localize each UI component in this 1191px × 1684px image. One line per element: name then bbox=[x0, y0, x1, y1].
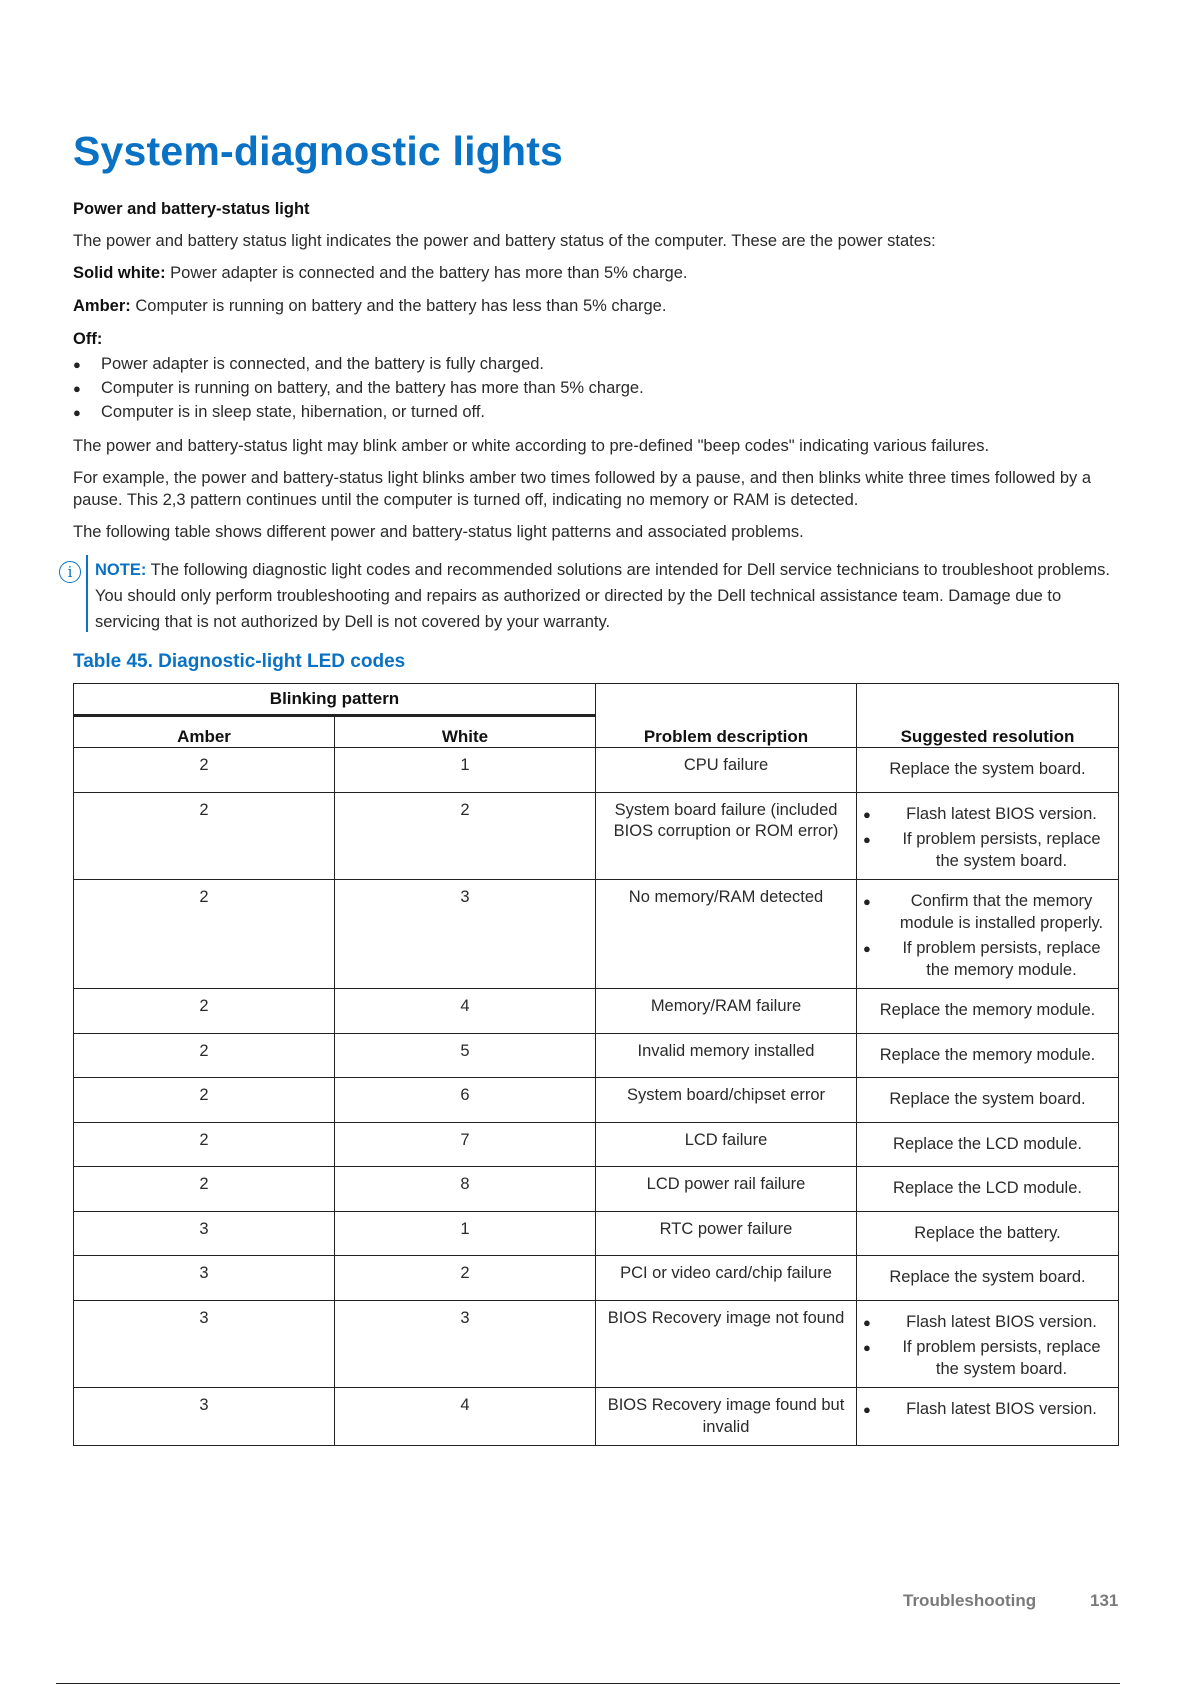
cell-resolution bbox=[857, 792, 1119, 880]
cell-amber: 2 bbox=[74, 989, 335, 1034]
header-blinking-pattern: Blinking pattern bbox=[74, 684, 596, 716]
table-row bbox=[74, 1078, 1119, 1123]
resolution-text: Replace the system board. bbox=[889, 1268, 1086, 1286]
cell-white: 1 bbox=[335, 748, 596, 793]
cell-problem: LCD power rail failure bbox=[596, 1167, 857, 1212]
table-row bbox=[74, 1122, 1119, 1167]
cell-amber: 2 bbox=[74, 1078, 335, 1123]
cell-amber: 3 bbox=[74, 1211, 335, 1256]
table-body bbox=[74, 748, 1119, 1446]
cell-resolution bbox=[857, 1122, 1119, 1167]
cell-white: 7 bbox=[335, 1122, 596, 1167]
cell-amber: 3 bbox=[74, 1256, 335, 1301]
resolution-text: Replace the battery. bbox=[914, 1223, 1061, 1242]
cell-white: 4 bbox=[335, 989, 596, 1034]
header-problem-description: Problem description bbox=[596, 684, 857, 748]
header-white: White bbox=[335, 716, 596, 748]
cell-problem: Invalid memory installed bbox=[596, 1033, 857, 1078]
cell-amber: 3 bbox=[74, 1300, 335, 1388]
resolution-text: Replace the system board. bbox=[889, 760, 1086, 778]
header-suggested-resolution: Suggested resolution bbox=[857, 684, 1119, 748]
header-amber: Amber bbox=[74, 716, 335, 748]
cell-resolution bbox=[857, 1300, 1119, 1388]
resolution-text: Replace the system board. bbox=[889, 1090, 1086, 1108]
cell-resolution bbox=[857, 748, 1119, 793]
state-solid-white bbox=[73, 263, 1119, 285]
table-row bbox=[74, 1300, 1119, 1388]
cell-white: 3 bbox=[335, 880, 596, 989]
blink-paragraph: The power and battery-status light may blink amber or white according to pre-defined "beep codes" indicating various failures. bbox=[73, 437, 990, 455]
info-icon: i bbox=[59, 561, 81, 583]
example-paragraph: For example, the power and battery-status light blinks amber two times followed by a pause, and then blinks white three times followed by a pause. This 2,3 pattern continues until the computer is turned off, indicating no memory or RAM is detected. bbox=[73, 469, 1092, 509]
table-row bbox=[74, 1256, 1119, 1301]
resolution-list bbox=[863, 1312, 1112, 1381]
cell-problem: System board failure (included BIOS corruption or ROM error) bbox=[596, 792, 857, 880]
list-item: ● Computer is in sleep state, hibernation, or turned off. bbox=[73, 402, 1119, 426]
cell-problem: System board/chipset error bbox=[596, 1078, 857, 1123]
cell-resolution bbox=[857, 1167, 1119, 1212]
cell-white: 8 bbox=[335, 1167, 596, 1212]
state-text: Computer is running on battery and the battery has less than 5% charge. bbox=[130, 297, 667, 315]
note-body: The following diagnostic light codes and recommended solutions are intended for Dell service technicians to troubleshoot problems. You should only perform troubleshooting and repairs as authorized or directed by the Dell technical assistance team. Damage due to servicing that is not authorized by Dell is not covered by your warranty. bbox=[95, 561, 1110, 631]
cell-amber: 2 bbox=[74, 748, 335, 793]
cell-amber: 2 bbox=[74, 1167, 335, 1212]
state-text: Power adapter is connected and the battery has more than 5% charge. bbox=[165, 264, 688, 282]
resolution-list bbox=[863, 804, 1112, 873]
cell-problem: RTC power failure bbox=[596, 1211, 857, 1256]
cell-white: 1 bbox=[335, 1211, 596, 1256]
off-bullet-list bbox=[73, 354, 1119, 426]
table-row bbox=[74, 792, 1119, 880]
table-row bbox=[74, 1211, 1119, 1256]
cell-problem: LCD failure bbox=[596, 1122, 857, 1167]
cell-problem: No memory/RAM detected bbox=[596, 880, 857, 989]
intro-paragraph: The power and battery status light indicates the power and battery status of the computer. These are the power states: bbox=[73, 232, 936, 250]
cell-amber: 2 bbox=[74, 1033, 335, 1078]
footer-section-name: Troubleshooting bbox=[903, 1591, 1037, 1610]
cell-amber: 2 bbox=[74, 792, 335, 880]
cell-white: 5 bbox=[335, 1033, 596, 1078]
list-item: ● If problem persists, replace the system board. bbox=[863, 1337, 1112, 1380]
note-text bbox=[95, 557, 1115, 635]
resolution-text: Replace the memory module. bbox=[879, 1045, 1096, 1064]
table-row bbox=[74, 989, 1119, 1034]
state-label: Amber: bbox=[73, 297, 131, 315]
cell-resolution bbox=[857, 1388, 1119, 1446]
list-item: ● If problem persists, replace the memory module. bbox=[863, 938, 1112, 981]
cell-amber: 2 bbox=[74, 1122, 335, 1167]
cell-problem: PCI or video card/chip failure bbox=[596, 1256, 857, 1301]
cell-problem: BIOS Recovery image not found bbox=[596, 1300, 857, 1388]
cell-white: 4 bbox=[335, 1388, 596, 1446]
cell-problem: BIOS Recovery image found but invalid bbox=[596, 1388, 857, 1446]
list-item: ● If problem persists, replace the system board. bbox=[863, 829, 1112, 872]
state-label: Solid white: bbox=[73, 264, 166, 282]
resolution-text: Replace the memory module. bbox=[879, 1001, 1096, 1019]
note-label: NOTE: bbox=[95, 561, 147, 579]
cell-resolution bbox=[857, 1033, 1119, 1078]
table-row bbox=[74, 748, 1119, 793]
table-row bbox=[74, 1167, 1119, 1212]
cell-white: 6 bbox=[335, 1078, 596, 1123]
cell-white: 2 bbox=[335, 792, 596, 880]
note-divider bbox=[86, 555, 88, 632]
list-item: ● Flash latest BIOS version. bbox=[863, 1312, 1112, 1334]
cell-resolution bbox=[857, 1211, 1119, 1256]
cell-resolution bbox=[857, 880, 1119, 989]
cell-amber: 3 bbox=[74, 1388, 335, 1446]
table-row bbox=[74, 1033, 1119, 1078]
resolution-list bbox=[863, 891, 1112, 981]
list-item: ● Flash latest BIOS version. bbox=[863, 1399, 1112, 1421]
cell-amber: 2 bbox=[74, 880, 335, 989]
resolution-text: Replace the LCD module. bbox=[893, 1179, 1082, 1197]
state-off bbox=[73, 329, 1119, 351]
table-row bbox=[74, 880, 1119, 989]
cell-problem: CPU failure bbox=[596, 748, 857, 793]
state-amber bbox=[73, 296, 1119, 318]
diagnostic-led-table bbox=[73, 683, 1119, 1446]
cell-problem: Memory/RAM failure bbox=[596, 989, 857, 1034]
section-heading: Power and battery-status light bbox=[73, 200, 310, 218]
cell-resolution bbox=[857, 989, 1119, 1034]
note-box bbox=[59, 555, 1119, 632]
cell-white: 2 bbox=[335, 1256, 596, 1301]
list-item: ● Power adapter is connected, and the battery is fully charged. bbox=[73, 354, 1119, 378]
table-intro-paragraph: The following table shows different power and battery-status light patterns and associated problems. bbox=[73, 523, 804, 541]
page-title: System-diagnostic lights bbox=[73, 128, 564, 174]
cell-resolution bbox=[857, 1078, 1119, 1123]
list-item: ● Confirm that the memory module is installed properly. bbox=[863, 891, 1112, 934]
table-caption: Table 45. Diagnostic-light LED codes bbox=[73, 651, 406, 672]
resolution-text: Replace the LCD module. bbox=[893, 1134, 1082, 1153]
footer-page-number: 131 bbox=[1090, 1591, 1119, 1610]
resolution-list bbox=[863, 1399, 1112, 1421]
cell-white: 3 bbox=[335, 1300, 596, 1388]
table-row bbox=[74, 1388, 1119, 1446]
list-item: ● Computer is running on battery, and the battery has more than 5% charge. bbox=[73, 378, 1119, 402]
state-label: Off: bbox=[73, 330, 103, 348]
list-item: ● Flash latest BIOS version. bbox=[863, 804, 1112, 826]
cell-resolution bbox=[857, 1256, 1119, 1301]
